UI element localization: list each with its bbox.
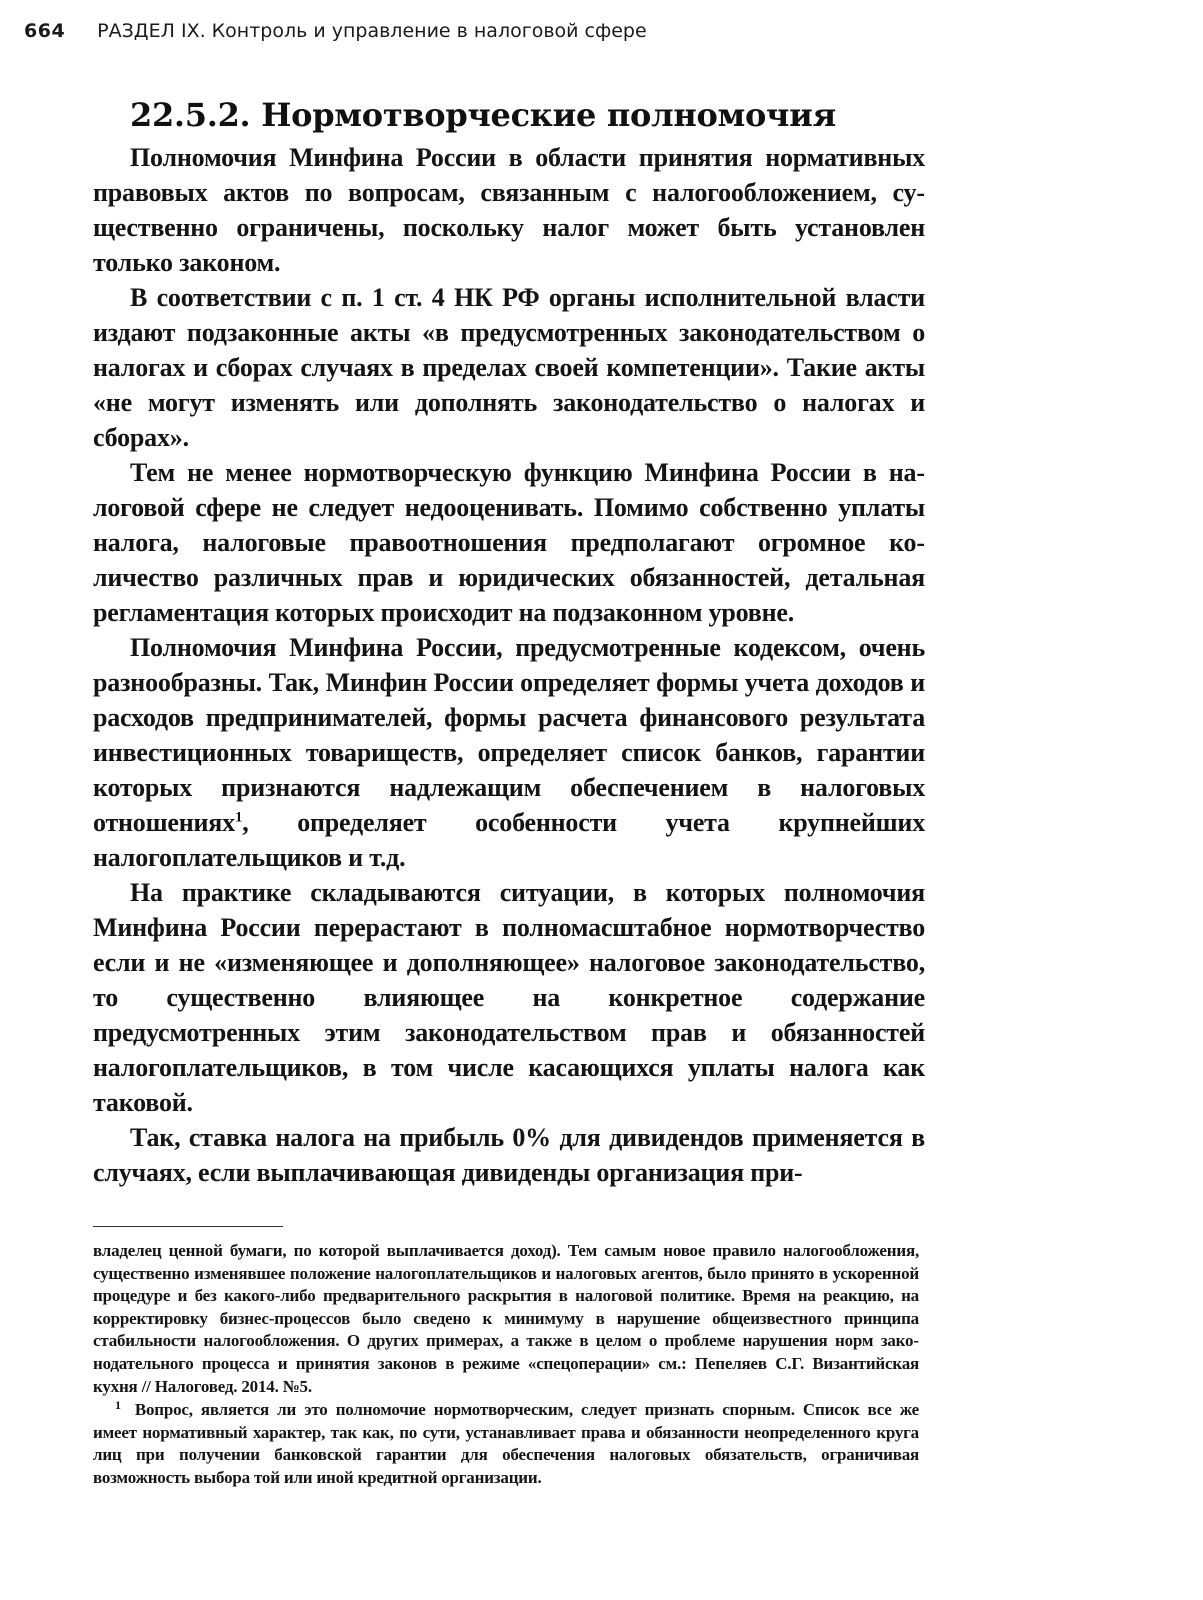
footnote-divider (93, 1226, 283, 1227)
paragraph-3: Тем не менее нормотворческую функцию Минфина России в налоговой сфере не следует недооценивать. Помимо собственно уплаты налога, налоговые правоотношения предполагают огромное количество различных прав и юридических обязанностей, детальная регламентация которых происходит на подзаконном уровне. (93, 458, 925, 627)
paragraph-4-text-before: Полномочия Минфина России, предусмотренные кодексом, очень разнообразны. Так, Минфин России определяет формы учета доходов и расходов предпринимателей, формы расчета финансового результата инвестиционных товариществ, определяет список банков, гарантии которых признаются надлежащим обеспечением в налоговых отношениях (93, 633, 925, 837)
footnote-continued: владелец ценной бумаги, по которой выплачивается доход). Тем самым новое правило налогообложения, существенно изменявшее положение налогоплательщиков и налоговых агентов, было принято в ускоренной процедуре и без какого-либо предварительного раскрытия в налоговой политике. Время на реакцию, на корректировку бизнес-процессов было сведено к минимуму в нарушение общеизвестного принципа стабильности налогообложения. О других примерах, а также в целом о проблеме нарушения норм законодательного процесса и принятия законов в режиме «спецоперации» см.: Пепеляев С.Г. Византийская кухня // Налоговед. 2014. №5. (93, 1241, 919, 1396)
paragraph-4-text-after: , определяет особенности учета крупнейших налогоплательщиков и т.д. (93, 808, 925, 872)
footnotes (93, 1240, 919, 1490)
footnote-ref-1[interactable]: 1 (234, 809, 243, 826)
subsection-heading: 22.5.2. Нормотворческие полномочия (130, 96, 836, 134)
paragraph-2: В соответствии с п. 1 ст. 4 НК РФ органы исполнительной власти издают подзаконные акты «в предусмотренных законодательством о налогах и сборах случаях в пределах своей компетенции». Такие акты «не могут изменять или дополнять законодательство о налогах и сборах». (93, 283, 925, 452)
paragraph-4 (93, 630, 925, 875)
paragraph-5: На практике складываются ситуации, в которых полномочия Минфина России перерастают в полномасштабное нормотворчество если и не «изменяющее и дополняющее» налоговое законодательство, то существенно влияющее на конкретное содержание предусмотренных этим законодательством прав и обязанностей налогоплательщиков, в том числе касающихся уплаты налога как таковой. (93, 878, 925, 1117)
body-text (93, 140, 925, 1190)
footnote-1-text: Вопрос, является ли это полномочие нормотворческим, следует признать спорным. Список все же имеет нормативный характер, так как, по сути, устанавливает права и обязанности неопределенного круга лиц при получении банковской гарантии для обеспечения налоговых обязательств, ограничивая возможность выбора той или иной кредитной организации. (93, 1400, 919, 1487)
paragraph-6: Так, ставка налога на прибыль 0% для дивидендов применяется в случаях, если выплачивающая дивиденды организация при- (93, 1123, 925, 1187)
page-number: 664 (24, 20, 66, 42)
running-header (24, 20, 924, 42)
section-title: РАЗДЕЛ IX. Контроль и управление в налоговой сфере (97, 20, 647, 42)
footnote-1 (93, 1399, 919, 1489)
paragraph-1: Полномочия Минфина России в области принятия нормативных правовых актов по вопросам, связанным с налогообложением, существенно ограничены, поскольку налог может быть установлен только законом. (93, 143, 925, 277)
footnote-1-mark: 1 (115, 1397, 121, 1412)
